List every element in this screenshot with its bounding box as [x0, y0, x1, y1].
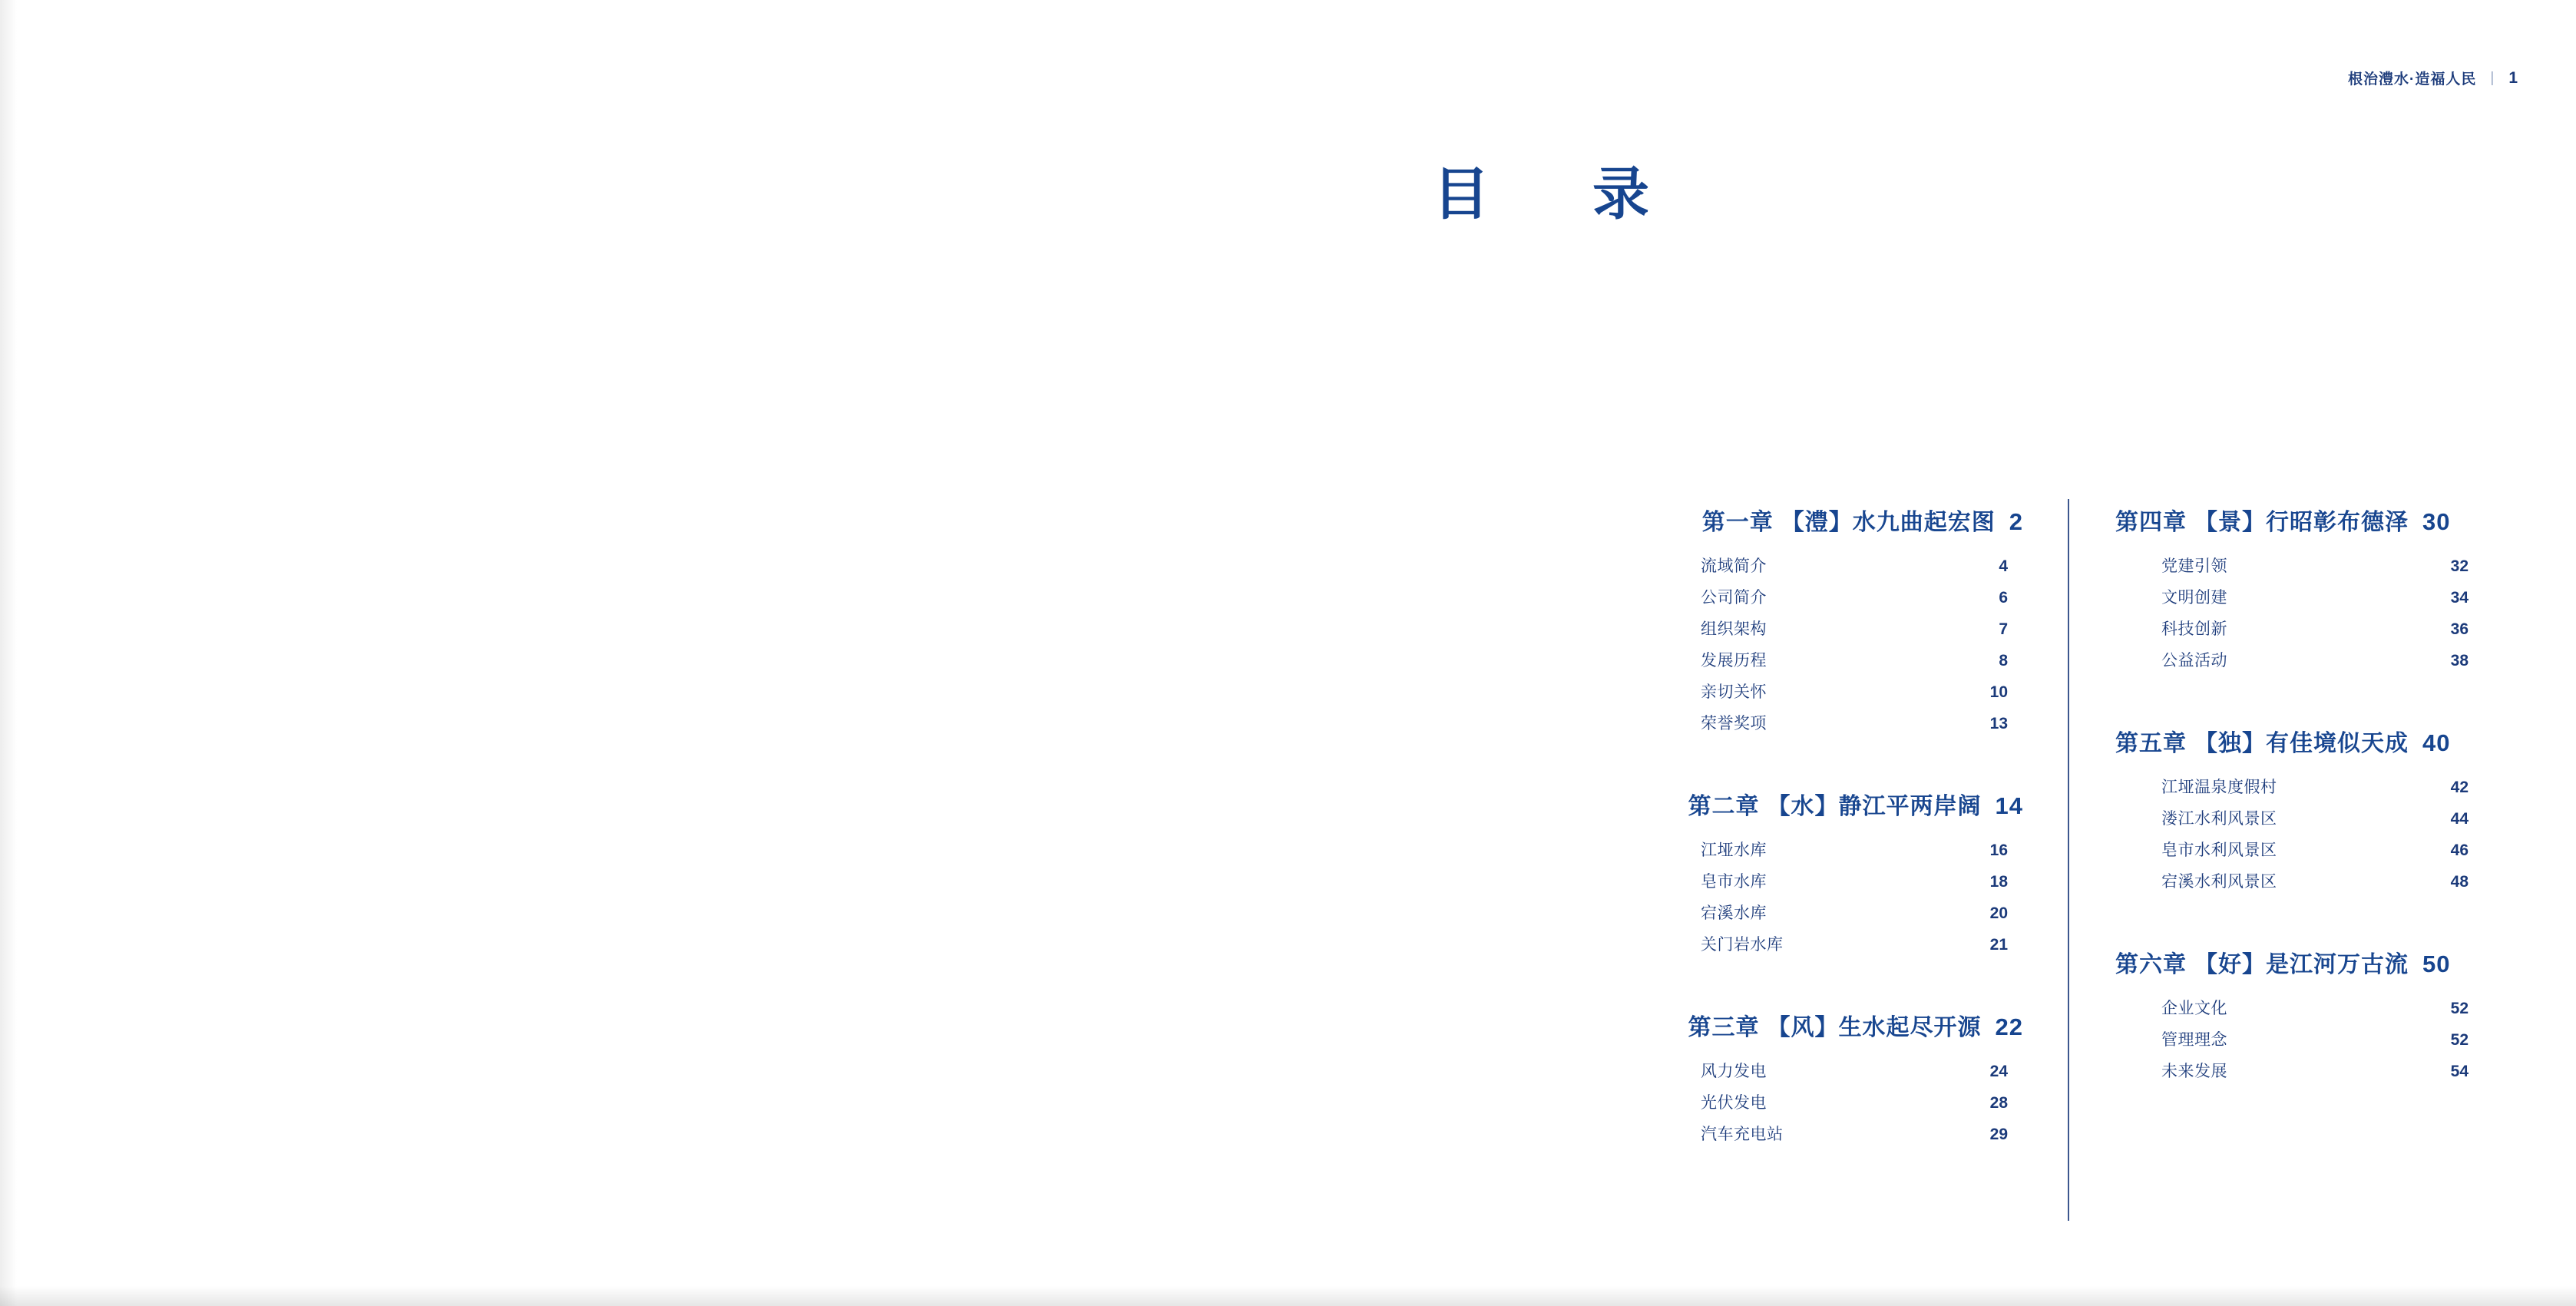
toc-item-page: 6 [1999, 589, 2008, 607]
chapter-entry-list [2115, 993, 2484, 1087]
toc-item-page: 20 [1989, 904, 2008, 922]
toc-item[interactable] [1655, 1056, 2023, 1087]
chapter-heading [2115, 503, 2484, 537]
toc-item-page: 28 [1989, 1094, 2008, 1112]
chapter-entry-list [1655, 835, 2023, 960]
toc-item-label: 皂市水库 [1701, 873, 1767, 891]
chapter-entry[interactable] [1655, 503, 2023, 739]
chapter-entry-list [1655, 551, 2023, 739]
chapter-entry[interactable] [2115, 724, 2484, 898]
toc-item-page: 48 [2450, 873, 2469, 891]
toc-item-label: 党建引领 [2161, 557, 2227, 575]
toc-item[interactable] [2115, 1024, 2484, 1056]
toc-item-label: 溇江水利风景区 [2161, 810, 2277, 828]
toc-item[interactable] [2115, 835, 2484, 866]
toc-item-page: 46 [2450, 841, 2469, 859]
chapter-page-number: 22 [1995, 1013, 2023, 1040]
page-edge-shadow-left [0, 0, 17, 1306]
toc-item-label: 江垭温泉度假村 [2161, 779, 2277, 796]
toc-item-page: 36 [2450, 620, 2469, 638]
toc-item-page: 24 [1989, 1063, 2008, 1080]
toc-item[interactable] [1655, 582, 2023, 613]
toc-item[interactable] [2115, 993, 2484, 1024]
chapter-label: 第四章 [2115, 510, 2187, 535]
toc-item-label: 汽车充电站 [1701, 1126, 1784, 1143]
toc-item-label: 企业文化 [2161, 1000, 2227, 1017]
toc-item[interactable] [2115, 803, 2484, 835]
chapter-title: 【水】静江平两岸阔 [1767, 794, 1982, 819]
toc-item[interactable] [2115, 866, 2484, 898]
chapter-entry[interactable] [2115, 945, 2484, 1087]
chapter-entry-list [2115, 772, 2484, 898]
chapter-entry-list [2115, 551, 2484, 676]
toc-item[interactable] [1655, 551, 2023, 582]
toc-item-page: 32 [2450, 557, 2469, 575]
toc-item-page: 18 [1989, 873, 2008, 891]
chapter-entry-list [1655, 1056, 2023, 1150]
running-header-separator: | [2490, 69, 2495, 86]
toc-item-label: 管理理念 [2161, 1031, 2227, 1049]
toc-item-label: 公益活动 [2161, 652, 2227, 670]
chapter-page-number: 40 [2422, 729, 2451, 756]
chapter-label: 第六章 [2115, 952, 2187, 977]
chapter-page-number: 14 [1995, 792, 2023, 819]
running-header [2348, 68, 2518, 88]
toc-item-label: 皂市水利风景区 [2161, 841, 2277, 859]
toc-item[interactable] [1655, 613, 2023, 645]
toc-item-page: 4 [1999, 557, 2008, 575]
toc-item[interactable] [2115, 582, 2484, 613]
toc-item[interactable] [1655, 676, 2023, 708]
toc-item[interactable] [2115, 613, 2484, 645]
running-header-text: 根治澧水·造福人民 [2348, 71, 2477, 88]
chapter-entry[interactable] [1655, 1008, 2023, 1150]
toc-item-label: 宕溪水库 [1701, 904, 1767, 922]
chapter-label: 第五章 [2115, 731, 2187, 756]
toc-item-page: 34 [2450, 589, 2469, 607]
toc-item[interactable] [1655, 929, 2023, 960]
toc-item-label: 科技创新 [2161, 620, 2227, 638]
toc-item[interactable] [1655, 708, 2023, 739]
toc-item-page: 21 [1989, 936, 2008, 954]
toc-item-page: 8 [1999, 652, 2008, 670]
toc-item-label: 风力发电 [1701, 1063, 1767, 1080]
chapter-page-number: 50 [2422, 951, 2451, 977]
chapter-label: 第三章 [1688, 1015, 1760, 1040]
toc-item-page: 52 [2450, 1000, 2469, 1017]
toc-item-page: 16 [1989, 841, 2008, 859]
chapter-heading [2115, 945, 2484, 979]
chapter-title: 【景】行昭彰布德泽 [2194, 510, 2409, 535]
toc-item[interactable] [2115, 772, 2484, 803]
toc-item-label: 组织架构 [1701, 620, 1767, 638]
toc-item-label: 发展历程 [1701, 652, 1767, 670]
toc-item-label: 关门岩水库 [1701, 936, 1784, 954]
chapter-title: 【好】是江河万古流 [2194, 952, 2409, 977]
chapter-heading [1655, 1008, 2023, 1042]
toc-item-page: 29 [1989, 1126, 2008, 1143]
toc-item-page: 54 [2450, 1063, 2469, 1080]
toc-item[interactable] [1655, 835, 2023, 866]
toc-item-page: 42 [2450, 779, 2469, 796]
toc-column-right [2069, 503, 2484, 1150]
toc-item-page: 44 [2450, 810, 2469, 828]
toc-item-page: 10 [1989, 683, 2008, 701]
page-title: 目 录 [1433, 162, 1672, 226]
toc-item[interactable] [1655, 898, 2023, 929]
toc-item[interactable] [2115, 645, 2484, 676]
chapter-title: 【风】生水起尽开源 [1767, 1015, 1982, 1040]
chapter-heading [2115, 724, 2484, 758]
toc-columns [1655, 503, 2515, 1150]
toc-item-label: 流域简介 [1701, 557, 1767, 575]
toc-item[interactable] [2115, 1056, 2484, 1087]
toc-item-label: 荣誉奖项 [1701, 715, 1767, 732]
chapter-entry[interactable] [2115, 503, 2484, 676]
chapter-entry[interactable] [1655, 787, 2023, 960]
chapter-heading [1655, 787, 2023, 821]
chapter-title: 【独】有佳境似天成 [2194, 731, 2409, 756]
toc-item-label: 宕溪水利风景区 [2161, 873, 2277, 891]
toc-item-label: 江垭水库 [1701, 841, 1767, 859]
toc-item-page: 13 [1989, 715, 2008, 732]
toc-item-page: 38 [2450, 652, 2469, 670]
toc-item[interactable] [1655, 866, 2023, 898]
chapter-title: 【澧】水九曲起宏图 [1781, 510, 1996, 535]
toc-item-page: 7 [1999, 620, 2008, 638]
toc-item-label: 文明创建 [2161, 589, 2227, 607]
toc-item[interactable] [1655, 645, 2023, 676]
toc-item-label: 未来发展 [2161, 1063, 2227, 1080]
toc-item-label: 公司简介 [1701, 589, 1767, 607]
toc-item[interactable] [1655, 1087, 2023, 1119]
toc-item-label: 光伏发电 [1701, 1094, 1767, 1112]
chapter-label: 第二章 [1688, 794, 1760, 819]
toc-item-page: 52 [2450, 1031, 2469, 1049]
chapter-page-number: 30 [2422, 508, 2451, 535]
chapter-page-number: 2 [2009, 508, 2023, 535]
toc-item[interactable] [2115, 551, 2484, 582]
toc-column-left [1655, 503, 2069, 1150]
running-header-page-number: 1 [2508, 68, 2518, 87]
chapter-label: 第一章 [1701, 510, 1774, 535]
toc-item[interactable] [1655, 1119, 2023, 1150]
toc-item-label: 亲切关怀 [1701, 683, 1767, 701]
chapter-heading [1655, 503, 2023, 537]
page-edge-shadow-bottom [0, 1286, 2576, 1306]
